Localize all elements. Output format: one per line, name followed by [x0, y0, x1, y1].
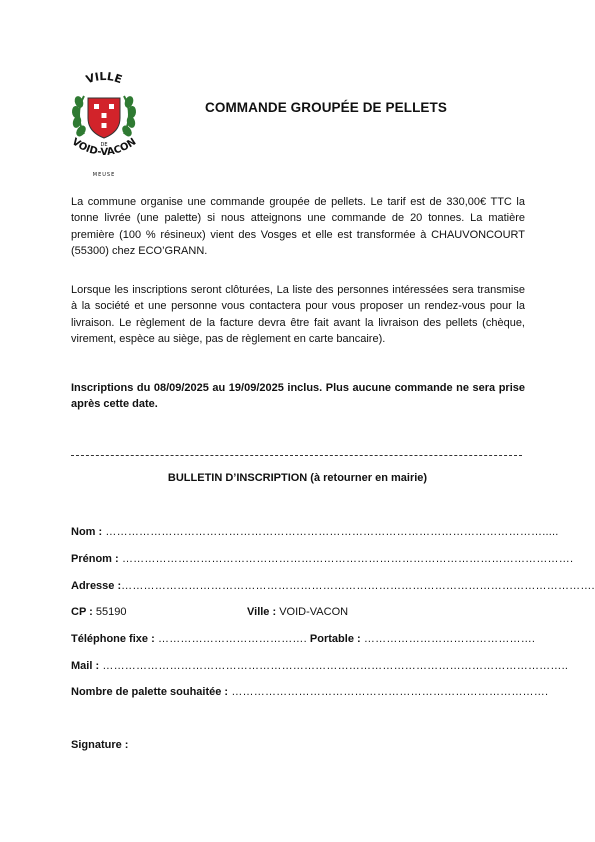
palette-label: Nombre de palette souhaitée :: [71, 686, 229, 698]
prenom-dots[interactable]: ………………………………………………………………………………………………………….: [118, 553, 574, 565]
signature-label: Signature :: [71, 739, 129, 751]
logo-bottom-text: VOID-VACON: [69, 136, 139, 159]
logo-connector-text: DE: [100, 142, 108, 148]
logo-top-text: VILLE: [84, 69, 124, 87]
page-title: COMMANDE GROUPÉE DE PELLETS: [205, 100, 447, 115]
nom-dots[interactable]: ……………………………………………………………………………………………………….....: [102, 526, 559, 538]
cp-value: 55190: [92, 606, 127, 618]
process-paragraph: Lorsque les inscriptions seront clôturées, La liste des personnes intéressées sera transmise à la société et une personne vous contactera pour vous proposer un rendez-vous pour la livraison. Le règlement de la facture devra être fait avant la livraison des pellets (chèque, virement, espèce au siège, pas de règlement en carte bancaire).: [71, 284, 525, 345]
palette-field[interactable]: [71, 685, 548, 699]
portable-label: Portable :: [306, 633, 361, 645]
logo-small-text: MEUSE: [92, 172, 116, 178]
ville-group: [247, 605, 348, 619]
adresse-field[interactable]: [71, 579, 595, 593]
adresse-label: Adresse :: [71, 580, 122, 592]
ville-value: VOID-VACON: [276, 606, 349, 618]
signature-field[interactable]: [71, 738, 128, 752]
mail-dots[interactable]: ……………………………………………………………………………………………………………..: [99, 660, 569, 672]
svg-text:VILLE: [84, 70, 124, 86]
telephone-label: Téléphone fixe :: [71, 633, 155, 645]
ville-label: Ville :: [247, 606, 277, 618]
cp-ville-row: [71, 605, 525, 619]
deadline-paragraph: Inscriptions du 08/09/2025 au 19/09/2025 inclus. Plus aucune commande ne sera prise après cette date.: [71, 382, 525, 411]
mail-field[interactable]: [71, 659, 568, 673]
cut-line-divider: [71, 455, 522, 456]
telephone-row[interactable]: [71, 632, 535, 646]
bulletin-title: BULLETIN D’INSCRIPTION (à retourner en mairie): [167, 472, 428, 484]
mail-label: Mail :: [71, 660, 100, 672]
nom-label: Nom :: [71, 526, 103, 538]
intro-paragraph: La commune organise une commande groupée de pellets. Le tarif est de 330,00€ TTC la tonne livrée (une palette) si nous atteignons une commande de 20 tonnes. La matière première (100 % résineux) vient des Vosges et elle est transformée à CHAUVONCOURT (55300) chez ECO’GRANN.: [71, 196, 525, 257]
adresse-dots[interactable]: ……………………………………………………………………………………………………………….: [121, 580, 595, 592]
nom-field[interactable]: [71, 525, 559, 539]
portable-dots[interactable]: ……………………………………….: [360, 633, 536, 645]
svg-text:VOID-VACON: [70, 136, 139, 158]
telephone-dots[interactable]: ………………………………….: [154, 633, 307, 645]
palette-dots[interactable]: ………………………………………………………………………….: [228, 686, 549, 698]
void-vacon-coat-of-arms-logo: [66, 68, 142, 180]
prenom-label: Prénom :: [71, 553, 119, 565]
cp-label: CP :: [71, 606, 93, 618]
prenom-field[interactable]: [71, 552, 573, 566]
